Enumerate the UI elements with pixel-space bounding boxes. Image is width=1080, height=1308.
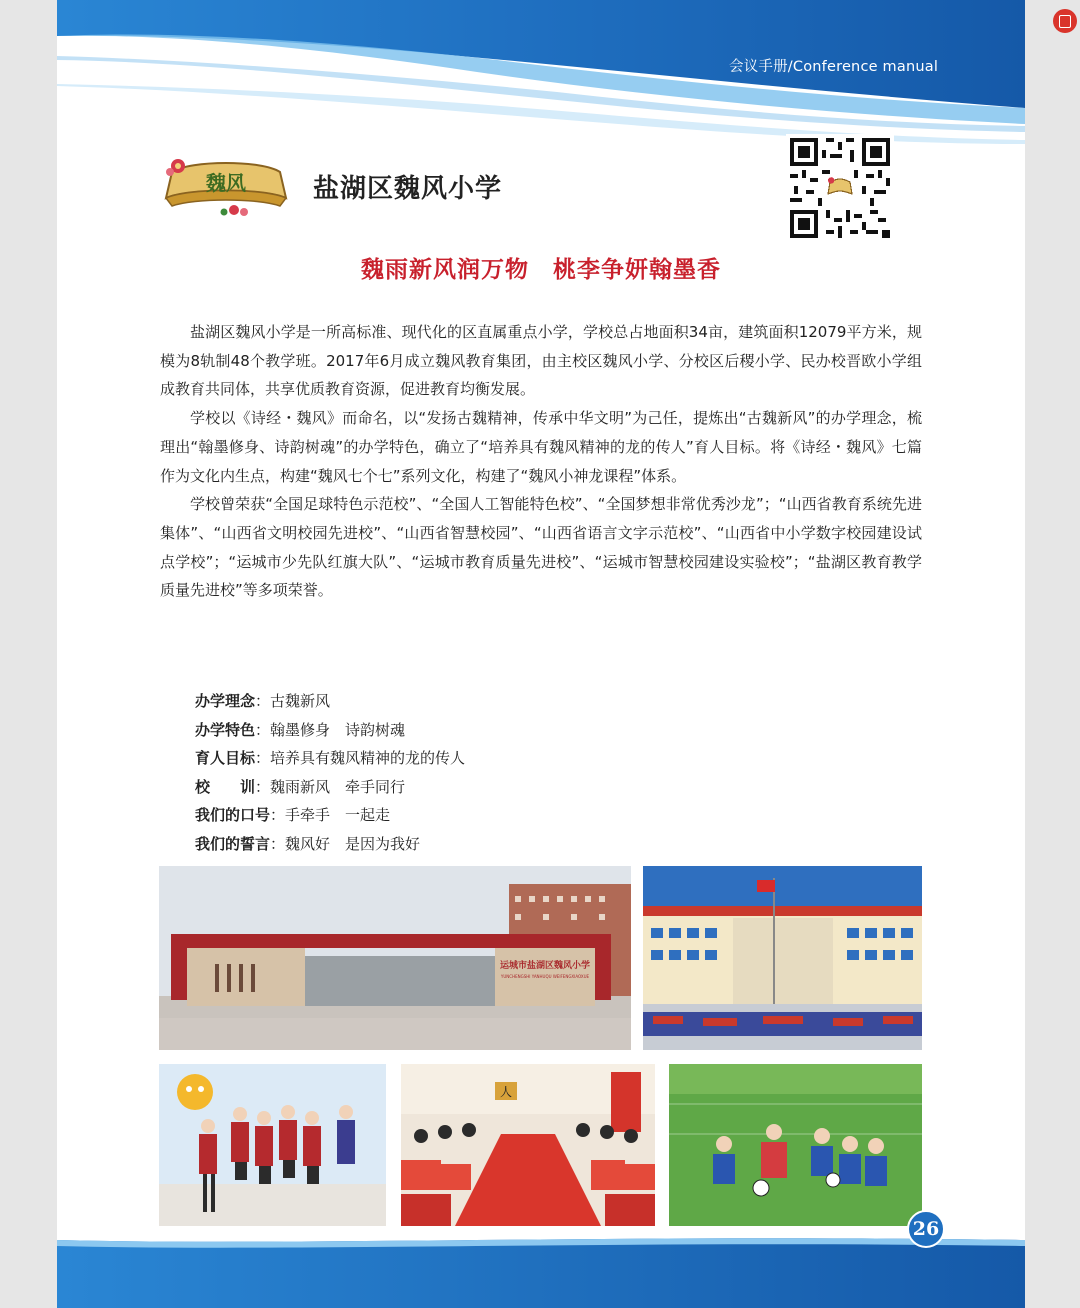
fact-label: 校 训 bbox=[195, 777, 256, 796]
introduction-text bbox=[160, 318, 922, 605]
fact-value: 手牵手 一起走 bbox=[285, 806, 391, 825]
fact-row: 我们的誓言：魏风好 是因为我好 bbox=[195, 834, 421, 853]
fact-row: 我们的口号：手牵手 一起走 bbox=[195, 806, 391, 825]
page-number-badge: 26 bbox=[907, 1210, 945, 1248]
fact-row: 校 训：魏雨新风 牵手同行 bbox=[195, 777, 406, 796]
brochure-page bbox=[57, 0, 1025, 1308]
qr-code[interactable] bbox=[786, 134, 894, 242]
classroom-char-text: 人 bbox=[499, 1085, 513, 1099]
header-title: 会议手册/Conference manual bbox=[729, 59, 939, 75]
intro-paragraph: 学校曾荣获“全国足球特色示范校”、“全国人工智能特色校”、“全国梦想非常优秀沙龙”；“山西省教育系统先进集体”、“山西省文明校园先进校”、“山西省智慧校园”、“山西省语言文字示范校”、“山西省中小学数字校园建设试点学校”；“运城市少先队红旗大队”、“运城市教育质量先进校”、“运城市智慧校园建设实验校”；“盐湖区教育教学质量先进校”等多项荣誉。 bbox=[160, 495, 922, 600]
bottom-wave-banner bbox=[57, 1232, 1025, 1308]
fact-row: 办学特色：翰墨修身 诗韵树魂 bbox=[195, 720, 406, 739]
fact-value: 翰墨修身 诗韵树魂 bbox=[270, 720, 406, 739]
football-students-photo bbox=[669, 1064, 922, 1226]
fact-label: 育人目标 bbox=[195, 749, 256, 768]
fact-row: 办学理念：古魏新风 bbox=[195, 692, 331, 710]
school-gate-photo bbox=[159, 866, 631, 1050]
fact-value: 古魏新风 bbox=[270, 692, 331, 710]
fact-value: 魏风好 是因为我好 bbox=[285, 834, 421, 853]
fact-label: 办学理念 bbox=[195, 692, 256, 710]
intro-paragraph: 盐湖区魏风小学是一所高标准、现代化的区直属重点小学，学校总占地面积34亩，建筑面积12079平方米，规模为8轨制48个教学班。2017年6月成立魏风教育集团，由主校区魏风小学、分校区后稷小学、民办校晋欧小学组成教育共同体，共享优质教育资源，促进教育均衡发展。 bbox=[160, 323, 922, 399]
fact-label: 我们的誓言 bbox=[195, 834, 271, 853]
fact-row: 育人目标：培养具有魏风精神的龙的传人 bbox=[195, 749, 466, 768]
school-facts-list bbox=[195, 687, 465, 859]
school-name: 盐湖区魏风小学 bbox=[313, 174, 503, 204]
intro-paragraph: 学校以《诗经・魏风》而命名，以“发扬古魏精神，传承中华文明”为己任，提炼出“古魏新风”的办学理念，梳理出“翰墨修身、诗韵树魂”的办学特色，确立了“培养具有魏风精神的龙的传人”育人目标。将《诗经・魏风》七篇作为文化内生点，构建“魏风七个七”系列文化，构建了“魏风小神龙课程”体系。 bbox=[160, 409, 922, 485]
fact-value: 培养具有魏风精神的龙的传人 bbox=[270, 749, 466, 768]
fact-label: 我们的口号 bbox=[195, 806, 271, 825]
fact-label: 办学特色 bbox=[195, 720, 256, 739]
gate-sign-text: 运城市盐湖区魏风小学 bbox=[499, 961, 591, 971]
students-jumping-photo bbox=[159, 1064, 386, 1226]
school-slogan: 魏雨新风润万物 桃李争妍翰墨香 bbox=[361, 257, 721, 283]
school-logo bbox=[160, 150, 292, 220]
pdf-reader-icon[interactable] bbox=[1053, 9, 1077, 33]
school-building-photo bbox=[643, 866, 922, 1050]
calligraphy-class-photo bbox=[401, 1064, 655, 1226]
fact-value: 魏雨新风 牵手同行 bbox=[270, 777, 406, 796]
logo-text: 魏风 bbox=[206, 171, 246, 195]
gate-sign-en-text: YUNCHENGSHI YANHUQU WEIFENGXIAOXUE bbox=[500, 974, 590, 979]
